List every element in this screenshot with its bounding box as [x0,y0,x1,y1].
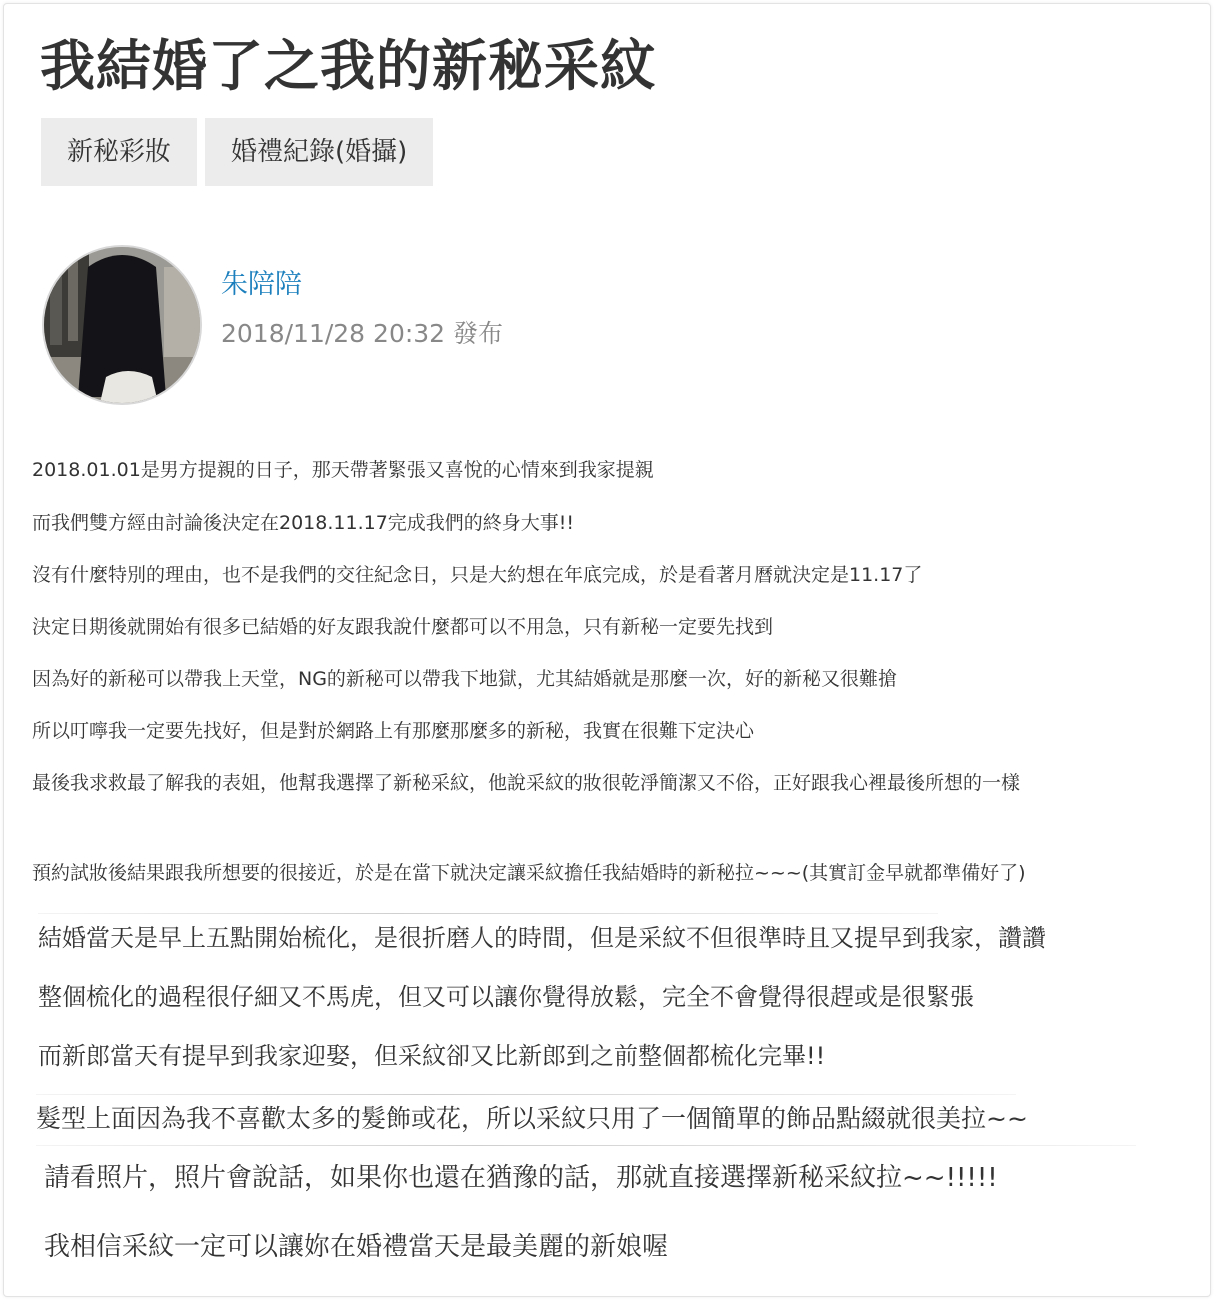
image-text-line: 整個梳化的過程很仔細又不馬虎，但又可以讓你覺得放鬆，完全不會覺得很趕或是很緊張 [38,983,974,1011]
image-text-line: 請看照片，照片會說話，如果你也還在猶豫的話，那就直接選擇新秘采紋拉~~!!!!! [44,1163,998,1193]
paragraph: 沒有什麼特別的理由，也不是我們的交往紀念日，只是大約想在年底完成，於是看著月曆就決定是11.17了 [32,564,923,586]
author-avatar[interactable] [42,245,202,405]
tag-wedding-photo[interactable]: 婚禮紀錄(婚攝) [205,118,433,186]
paragraph: 而我們雙方經由討論後決定在2018.11.17完成我們的終身大事!! [32,512,575,534]
avatar-photo-icon [44,247,200,403]
article-title: 我結婚了之我的新秘采紋 [40,34,657,98]
tag-makeup[interactable]: 新秘彩妝 [41,118,197,186]
image-text-line: 我相信采紋一定可以讓妳在婚禮當天是最美麗的新娘喔 [44,1232,669,1262]
tag-list [41,118,441,186]
post-date: 2018/11/28 20:32 發布 [221,319,504,348]
author-name-link[interactable]: 朱陪陪 [221,269,302,300]
image-text-line: 而新郎當天有提早到我家迎娶，但采紋卻又比新郎到之前整個都梳化完畢!! [38,1042,826,1070]
image-divider [38,913,938,914]
paragraph: 因為好的新秘可以帶我上天堂，NG的新秘可以帶我下地獄，尤其結婚就是那麼一次，好的新秘又很難搶 [32,668,897,690]
paragraph: 決定日期後就開始有很多已結婚的好友跟我說什麼都可以不用急，只有新秘一定要先找到 [32,616,774,638]
image-text-line: 髮型上面因為我不喜歡太多的髮飾或花，所以采紋只用了一個簡單的飾品點綴就很美拉~~ [36,1104,1028,1133]
paragraph: 2018.01.01是男方提親的日子，那天帶著緊張又喜悅的心情來到我家提親 [32,459,654,481]
paragraph: 最後我求救最了解我的表姐，他幫我選擇了新秘采紋，他說采紋的妝很乾淨簡潔又不俗，正好跟我心裡最後所想的一樣 [32,772,1021,794]
paragraph: 所以叮嚀我一定要先找好，但是對於網路上有那麼那麼多的新秘，我實在很難下定決心 [32,720,755,742]
image-divider [36,1145,1136,1146]
image-text-line: 結婚當天是早上五點開始梳化，是很折磨人的時間，但是采紋不但很準時且又提早到我家，讚讚 [38,924,1046,952]
paragraph: 預約試妝後結果跟我所想要的很接近，於是在當下就決定讓采紋擔任我結婚時的新秘拉~~~(其實訂金早就都準備好了) [32,862,1026,884]
image-divider [36,1094,1016,1095]
